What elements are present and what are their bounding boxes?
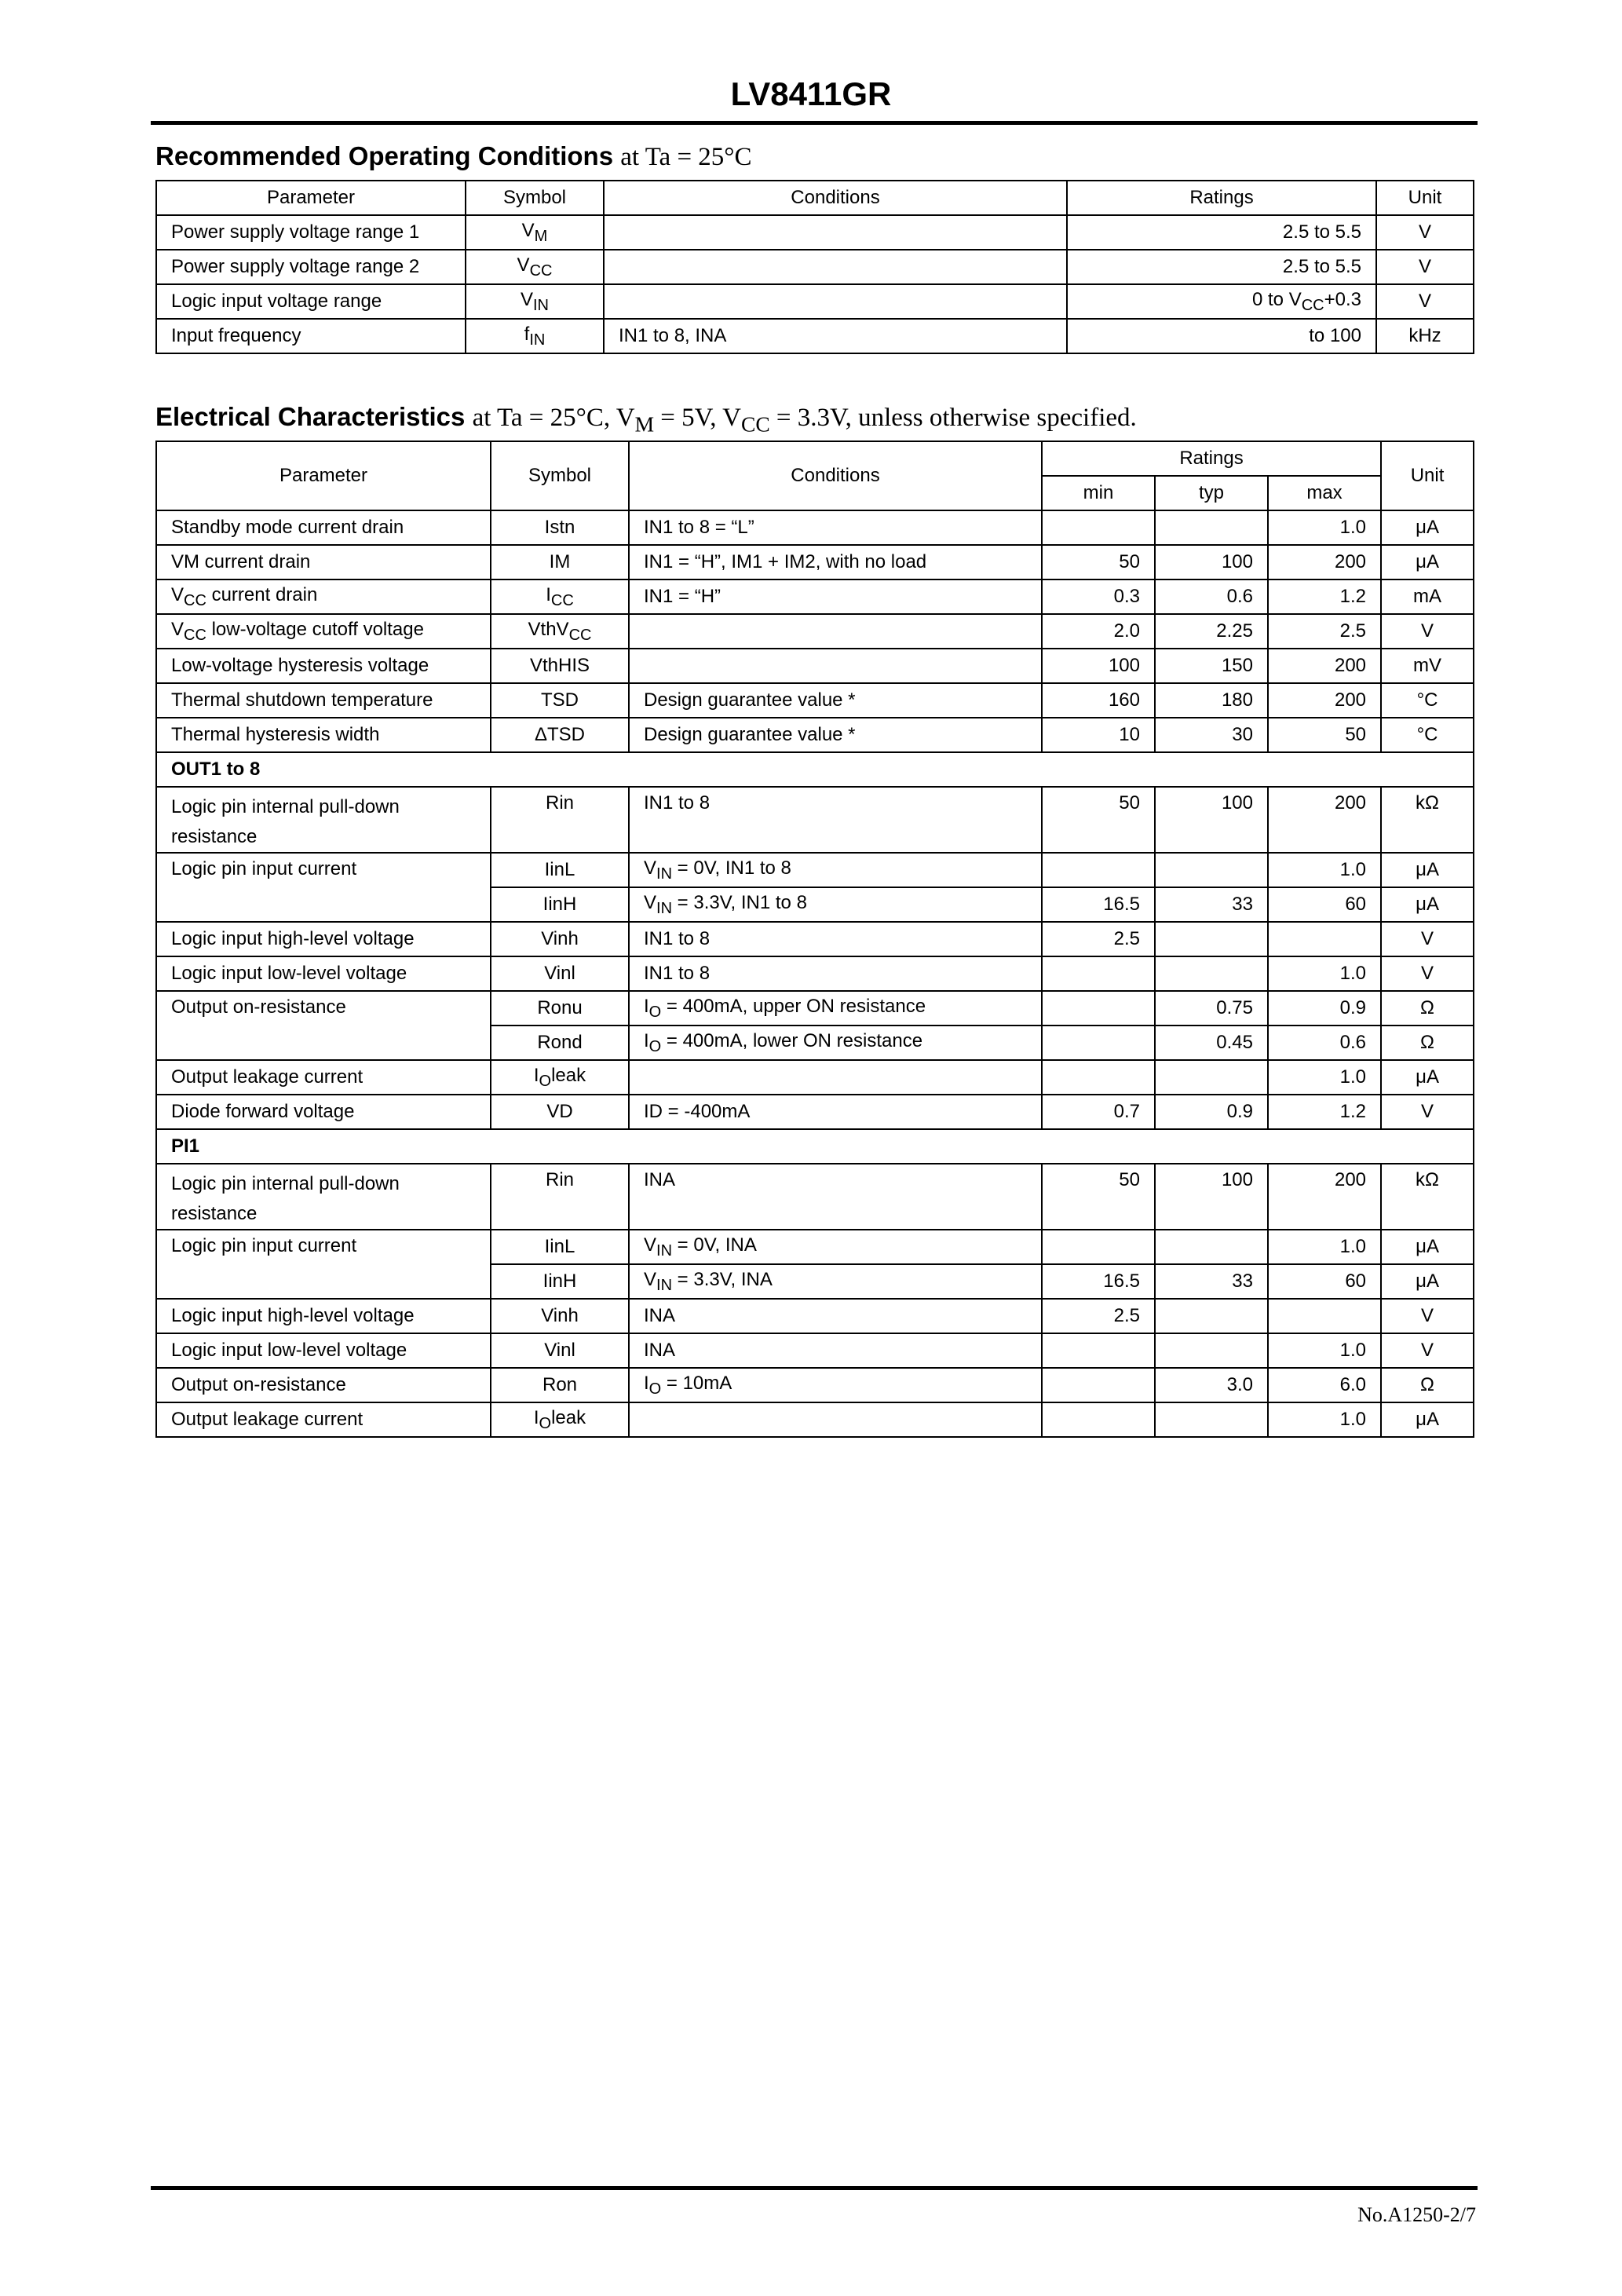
symbol-cell [491,1402,629,1437]
cond-subscript: IN [656,899,673,917]
typ-cell [1155,510,1268,545]
min-cell [1042,991,1155,1026]
symbol-post: leak [551,1406,586,1428]
param-cell: Power supply voltage range 1 [156,215,466,250]
symbol-cell: ΔTSD [491,718,629,752]
header-ratings: Ratings [1042,441,1381,476]
table-row [156,1333,1474,1368]
param-cell: Output on-resistance [156,1368,491,1402]
typ-cell: 150 [1155,649,1268,683]
table-row [156,1230,1474,1264]
rating-subscript: CC [1301,296,1324,314]
min-cell: 16.5 [1042,887,1155,922]
conditions-cell [629,887,1042,922]
unit-cell: V [1381,1095,1474,1129]
typ-cell: 0.6 [1155,579,1268,614]
symbol-cell [466,215,604,250]
unit-cell: μA [1381,1230,1474,1264]
min-cell: 2.0 [1042,614,1155,649]
header-symbol: Symbol [466,181,604,215]
min-cell [1042,1368,1155,1402]
max-cell: 200 [1268,1164,1381,1230]
typ-cell: 33 [1155,1264,1268,1299]
param-cell: Thermal hysteresis width [156,718,491,752]
cond-post: = 400mA, lower ON resistance [661,1029,923,1051]
symbol-text: VthV [528,618,569,640]
cond-subscript: O [648,1380,662,1398]
table-row [156,1402,1474,1437]
cond-post: = 3.3V, IN1 to 8 [672,891,807,913]
min-cell [1042,956,1155,991]
max-cell: 1.0 [1268,1060,1381,1095]
param-pre: V [171,583,184,605]
symbol-pre: I [533,1406,539,1428]
conditions-cell: Design guarantee value * [629,683,1042,718]
cond-subscript: IN [656,865,673,883]
symbol-cell: Vinh [491,1299,629,1333]
electrical-characteristics-table [155,441,1474,1438]
typ-cell: 33 [1155,887,1268,922]
typ-cell: 180 [1155,683,1268,718]
symbol-cell: TSD [491,683,629,718]
max-cell: 1.0 [1268,956,1381,991]
param-cell: Output leakage current [156,1402,491,1437]
rating-cell [1067,284,1376,319]
max-cell: 200 [1268,683,1381,718]
table-header-row [156,441,1474,476]
unit-cell: μA [1381,510,1474,545]
table-row [156,1368,1474,1402]
unit-cell: V [1381,922,1474,956]
symbol-cell: IM [491,545,629,579]
typ-cell: 30 [1155,718,1268,752]
conditions-cell [629,853,1042,887]
typ-cell: 2.25 [1155,614,1268,649]
symbol-subscript: O [539,1072,552,1090]
recommended-conditions-table [155,180,1474,354]
electrical-title-sub2: CC [740,411,770,437]
table-row [156,718,1474,752]
table-row [156,649,1474,683]
header-conditions: Conditions [629,441,1042,510]
typ-cell [1155,956,1268,991]
header-unit: Unit [1376,181,1474,215]
min-cell [1042,1230,1155,1264]
cond-subscript: IN [656,1241,673,1260]
conditions-cell: IN1 to 8, INA [604,319,1067,353]
cond-post: = 10mA [661,1372,732,1394]
symbol-cell: Vinh [491,922,629,956]
rating-cell: to 100 [1067,319,1376,353]
cond-subscript: IN [656,1276,673,1294]
table-row [156,1299,1474,1333]
typ-cell [1155,922,1268,956]
conditions-cell [629,1368,1042,1402]
header-rule [151,121,1478,125]
param-cell: Logic pin internal pull-down resistance [156,1164,491,1230]
symbol-cell [491,1060,629,1095]
unit-cell: V [1376,250,1474,284]
min-cell: 50 [1042,1164,1155,1230]
symbol-cell: Vinl [491,1333,629,1368]
unit-cell: Ω [1381,1368,1474,1402]
max-cell: 1.2 [1268,1095,1381,1129]
symbol-text: V [521,219,535,241]
conditions-cell: INA [629,1333,1042,1368]
group-header-cell: OUT1 to 8 [156,752,1474,787]
unit-cell: μA [1381,1264,1474,1299]
min-cell [1042,853,1155,887]
unit-cell: kΩ [1381,787,1474,853]
typ-cell [1155,853,1268,887]
conditions-cell [629,1026,1042,1060]
table-row [156,545,1474,579]
header-ratings: Ratings [1067,181,1376,215]
cond-post: = 0V, IN1 to 8 [672,857,791,879]
electrical-title-b: = 5V, V [654,404,741,432]
rating-post: +0.3 [1324,288,1361,310]
header-unit: Unit [1381,441,1474,510]
conditions-cell: INA [629,1164,1042,1230]
symbol-cell: Rin [491,1164,629,1230]
symbol-cell [491,614,629,649]
rating-pre: 0 to V [1252,288,1302,310]
cond-pre: V [644,1234,657,1256]
symbol-cell: IinL [491,1230,629,1264]
table-row [156,319,1474,353]
footer-rule [151,2186,1478,2190]
table-row [156,510,1474,545]
conditions-cell [629,1060,1042,1095]
unit-cell: V [1381,614,1474,649]
param-cell: Logic pin internal pull-down resistance [156,787,491,853]
table-row [156,922,1474,956]
symbol-cell: VthHIS [491,649,629,683]
cond-post: = 0V, INA [672,1234,757,1256]
param-cell: Logic input high-level voltage [156,922,491,956]
param-cell: Logic input low-level voltage [156,956,491,991]
min-cell: 160 [1042,683,1155,718]
symbol-subscript: IN [533,296,549,314]
electrical-characteristics-title [155,402,1137,437]
unit-cell: °C [1381,718,1474,752]
param-pre: V [171,618,184,640]
header-parameter: Parameter [156,181,466,215]
typ-cell: 3.0 [1155,1368,1268,1402]
symbol-text: f [524,323,530,345]
param-cell: Logic pin input current [156,1230,491,1299]
unit-cell: Ω [1381,1026,1474,1060]
unit-cell: μA [1381,1060,1474,1095]
group-header-row [156,752,1474,787]
param-cell: Standby mode current drain [156,510,491,545]
param-subscript: CC [184,626,206,644]
max-cell: 200 [1268,787,1381,853]
table-row [156,579,1474,614]
symbol-cell: Ron [491,1368,629,1402]
symbol-cell: VD [491,1095,629,1129]
unit-cell: V [1381,956,1474,991]
typ-cell: 100 [1155,545,1268,579]
table-row [156,614,1474,649]
max-cell: 1.2 [1268,579,1381,614]
max-cell: 0.6 [1268,1026,1381,1060]
cond-pre: V [644,857,657,879]
cond-pre: I [644,995,649,1017]
symbol-subscript: CC [568,626,592,644]
conditions-cell: INA [629,1299,1042,1333]
max-cell: 50 [1268,718,1381,752]
min-cell: 16.5 [1042,1264,1155,1299]
cond-pre: V [644,891,657,913]
electrical-title-a: at Ta = 25°C, V [472,404,635,432]
cond-pre: V [644,1268,657,1290]
symbol-subscript: IN [529,331,546,349]
table-row [156,215,1474,250]
min-cell: 0.7 [1042,1095,1155,1129]
unit-cell: μA [1381,853,1474,887]
unit-cell: μA [1381,1402,1474,1437]
param-cell: Input frequency [156,319,466,353]
unit-cell: μA [1381,545,1474,579]
electrical-title-bold: Electrical Characteristics [155,402,466,431]
min-cell: 100 [1042,649,1155,683]
unit-cell: μA [1381,887,1474,922]
param-cell: Diode forward voltage [156,1095,491,1129]
symbol-subscript: CC [550,591,574,609]
unit-cell: kHz [1376,319,1474,353]
unit-cell: V [1376,284,1474,319]
min-cell: 50 [1042,545,1155,579]
conditions-cell: IN1 = “H”, IM1 + IM2, with no load [629,545,1042,579]
symbol-cell [466,250,604,284]
table-row [156,683,1474,718]
param-cell: Logic input low-level voltage [156,1333,491,1368]
min-cell: 2.5 [1042,1299,1155,1333]
param-subscript: CC [184,591,206,609]
symbol-cell: IinH [491,887,629,922]
param-post: low-voltage cutoff voltage [206,618,424,640]
recommended-title-bold: Recommended Operating Conditions [155,141,614,170]
table-row [156,1095,1474,1129]
header-symbol: Symbol [491,441,629,510]
header-conditions: Conditions [604,181,1067,215]
symbol-cell: IinH [491,1264,629,1299]
typ-cell: 0.9 [1155,1095,1268,1129]
table-row [156,853,1474,887]
max-cell: 1.0 [1268,510,1381,545]
param-cell: Logic input voltage range [156,284,466,319]
page-number: No.A1250-2/7 [1357,2203,1476,2226]
max-cell [1268,922,1381,956]
symbol-subscript: CC [529,261,553,280]
conditions-cell [629,649,1042,683]
param-cell: VM current drain [156,545,491,579]
min-cell [1042,1333,1155,1368]
param-cell: Logic pin input current [156,853,491,922]
param-cell [156,579,491,614]
typ-cell [1155,1402,1268,1437]
unit-cell: kΩ [1381,1164,1474,1230]
param-cell: Thermal shutdown temperature [156,683,491,718]
min-cell: 0.3 [1042,579,1155,614]
min-cell [1042,1026,1155,1060]
param-cell [156,614,491,649]
header-parameter: Parameter [156,441,491,510]
symbol-subscript: O [539,1414,552,1432]
max-cell: 200 [1268,545,1381,579]
symbol-cell: Istn [491,510,629,545]
conditions-cell: Design guarantee value * [629,718,1042,752]
cond-post: = 3.3V, INA [672,1268,773,1290]
symbol-cell [491,579,629,614]
conditions-cell: IN1 to 8 [629,787,1042,853]
conditions-cell [629,1230,1042,1264]
conditions-cell: IN1 = “H” [629,579,1042,614]
max-cell: 1.0 [1268,1333,1381,1368]
cond-pre: I [644,1372,649,1394]
unit-cell: V [1381,1299,1474,1333]
max-cell: 2.5 [1268,614,1381,649]
param-post: current drain [206,583,318,605]
max-cell: 1.0 [1268,853,1381,887]
symbol-cell: Rin [491,787,629,853]
max-cell: 1.0 [1268,1402,1381,1437]
typ-cell [1155,1060,1268,1095]
conditions-cell [629,614,1042,649]
symbol-subscript: M [534,227,548,245]
table-row [156,1060,1474,1095]
min-cell: 50 [1042,787,1155,853]
param-cell: Output on-resistance [156,991,491,1060]
table-row [156,956,1474,991]
electrical-title-sub1: M [634,411,655,437]
table-row [156,991,1474,1026]
cond-subscript: O [648,1037,662,1055]
conditions-cell [629,991,1042,1026]
unit-cell: mV [1381,649,1474,683]
table-row [156,1164,1474,1230]
min-cell: 2.5 [1042,922,1155,956]
typ-cell: 0.45 [1155,1026,1268,1060]
page-title: LV8411GR [730,75,892,112]
conditions-cell [604,250,1067,284]
param-cell: Low-voltage hysteresis voltage [156,649,491,683]
table-row [156,787,1474,853]
symbol-cell: IinL [491,853,629,887]
conditions-cell: IN1 to 8 [629,956,1042,991]
symbol-pre: I [533,1064,539,1086]
header-min: min [1042,476,1155,510]
unit-cell: mA [1381,579,1474,614]
table-row [156,250,1474,284]
max-cell: 0.9 [1268,991,1381,1026]
header-max: max [1268,476,1381,510]
max-cell: 200 [1268,649,1381,683]
typ-cell [1155,1333,1268,1368]
electrical-title-c: = 3.3V, unless otherwise specified. [769,404,1137,432]
unit-cell: °C [1381,683,1474,718]
typ-cell [1155,1299,1268,1333]
max-cell [1268,1299,1381,1333]
rating-cell: 2.5 to 5.5 [1067,250,1376,284]
typ-cell: 0.75 [1155,991,1268,1026]
unit-cell: V [1376,215,1474,250]
electrical-title-conditions [472,404,1137,437]
conditions-cell [629,1402,1042,1437]
symbol-text: I [546,583,551,605]
recommended-conditions-title [155,141,752,172]
symbol-cell: Rond [491,1026,629,1060]
max-cell: 6.0 [1268,1368,1381,1402]
conditions-cell: ID = -400mA [629,1095,1042,1129]
min-cell: 10 [1042,718,1155,752]
conditions-cell: IN1 to 8 = “L” [629,510,1042,545]
max-cell: 60 [1268,1264,1381,1299]
cond-subscript: O [648,1003,662,1021]
param-cell: Power supply voltage range 2 [156,250,466,284]
conditions-cell [629,1264,1042,1299]
max-cell: 1.0 [1268,1230,1381,1264]
symbol-cell [466,284,604,319]
conditions-cell [604,215,1067,250]
conditions-cell: IN1 to 8 [629,922,1042,956]
conditions-cell [604,284,1067,319]
symbol-text: V [517,254,530,276]
cond-post: = 400mA, upper ON resistance [661,995,926,1017]
symbol-cell: Ronu [491,991,629,1026]
symbol-post: leak [551,1064,586,1086]
min-cell [1042,1402,1155,1437]
min-cell [1042,510,1155,545]
param-cell: Logic input high-level voltage [156,1299,491,1333]
typ-cell: 100 [1155,787,1268,853]
symbol-text: V [520,288,533,310]
max-cell: 60 [1268,887,1381,922]
unit-cell: V [1381,1333,1474,1368]
symbol-cell [466,319,604,353]
typ-cell: 100 [1155,1164,1268,1230]
group-header-row [156,1129,1474,1164]
typ-cell [1155,1230,1268,1264]
rating-cell: 2.5 to 5.5 [1067,215,1376,250]
min-cell [1042,1060,1155,1095]
table-header-row [156,181,1474,215]
recommended-title-rest: at Ta = 25°C [620,143,752,171]
header-typ: typ [1155,476,1268,510]
unit-cell: Ω [1381,991,1474,1026]
symbol-cell: Vinl [491,956,629,991]
group-header-cell: PI1 [156,1129,1474,1164]
param-cell: Output leakage current [156,1060,491,1095]
table-row [156,284,1474,319]
cond-pre: I [644,1029,649,1051]
